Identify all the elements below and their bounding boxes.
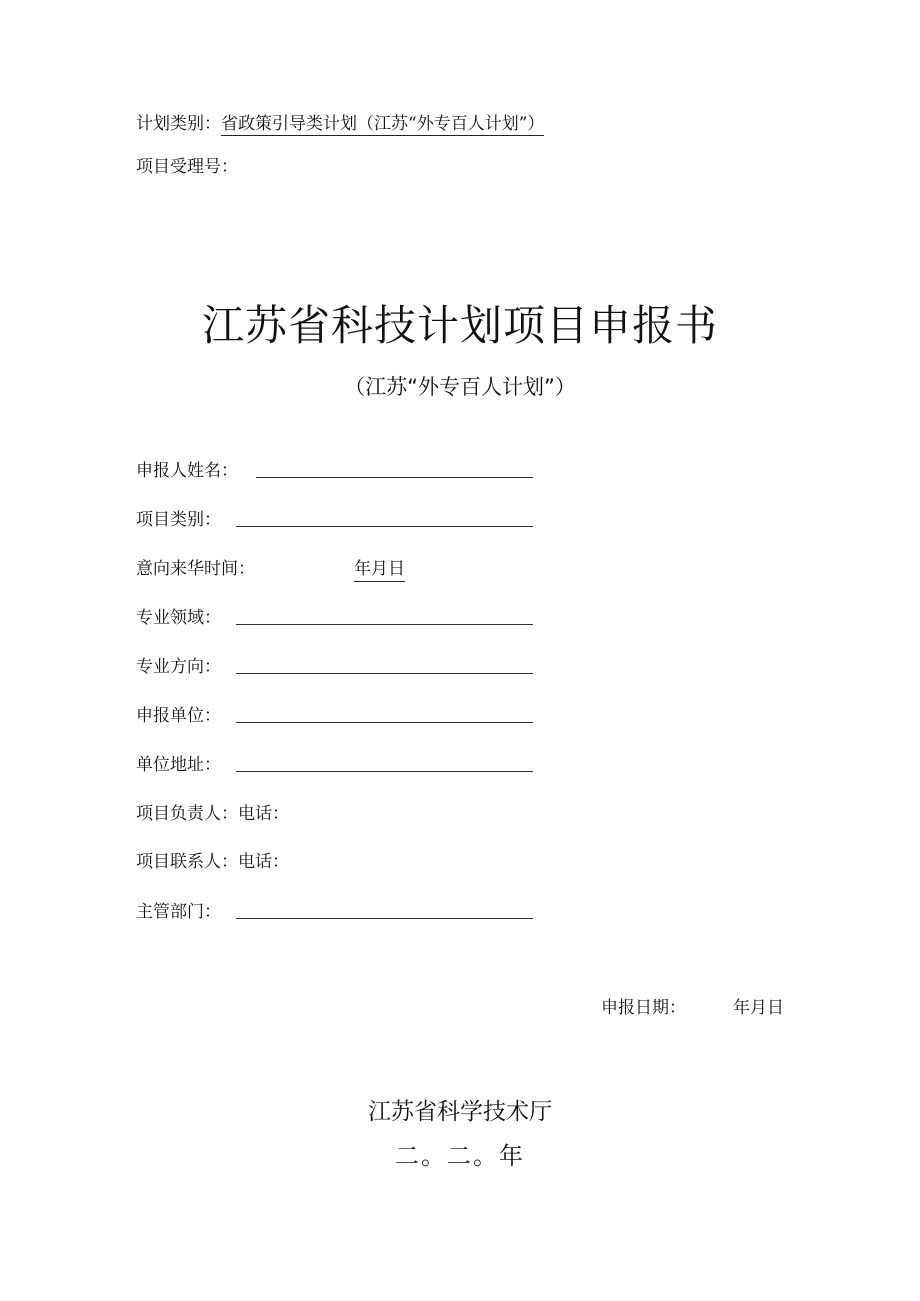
unit-input[interactable]	[236, 722, 533, 723]
authority-label: 主管部门：	[136, 902, 221, 922]
document-title: 江苏省科技计划项目申报书	[201, 301, 718, 350]
plan-category-label: 计划类别：	[136, 114, 221, 134]
field-input[interactable]	[236, 624, 533, 625]
declaration-date-value: 年月日	[733, 998, 784, 1018]
issuing-year: 二。二。年	[395, 1142, 525, 1170]
project-category-label: 项目类别：	[136, 510, 221, 530]
leader-label: 项目负责人：电话：	[136, 804, 289, 824]
address-label: 单位地址：	[136, 755, 221, 775]
document-subtitle: （江苏“外专百人计划”）	[344, 375, 576, 399]
declaration-date-label: 申报日期：	[601, 998, 686, 1018]
acceptance-number-label: 项目受理号：	[136, 157, 238, 177]
unit-label: 申报单位：	[136, 706, 221, 726]
contact-label: 项目联系人：电话：	[136, 852, 289, 872]
arrival-time-label: 意向来华时间：	[136, 559, 255, 579]
plan-category-row	[136, 113, 544, 135]
authority-input[interactable]	[236, 918, 533, 919]
project-category-field[interactable]	[236, 526, 533, 527]
address-input[interactable]	[236, 771, 533, 772]
applicant-name-label: 申报人姓名：	[136, 461, 238, 481]
field-label: 专业领域：	[136, 608, 221, 628]
direction-input[interactable]	[236, 673, 533, 674]
applicant-name-field[interactable]	[256, 477, 533, 478]
arrival-time-value[interactable]: 年月日	[354, 558, 405, 582]
plan-category-value: 省政策引导类计划（江苏“外专百人计划”）	[221, 114, 545, 134]
direction-label: 专业方向：	[136, 657, 221, 677]
issuing-organization: 江苏省科学技术厅	[368, 1099, 552, 1125]
